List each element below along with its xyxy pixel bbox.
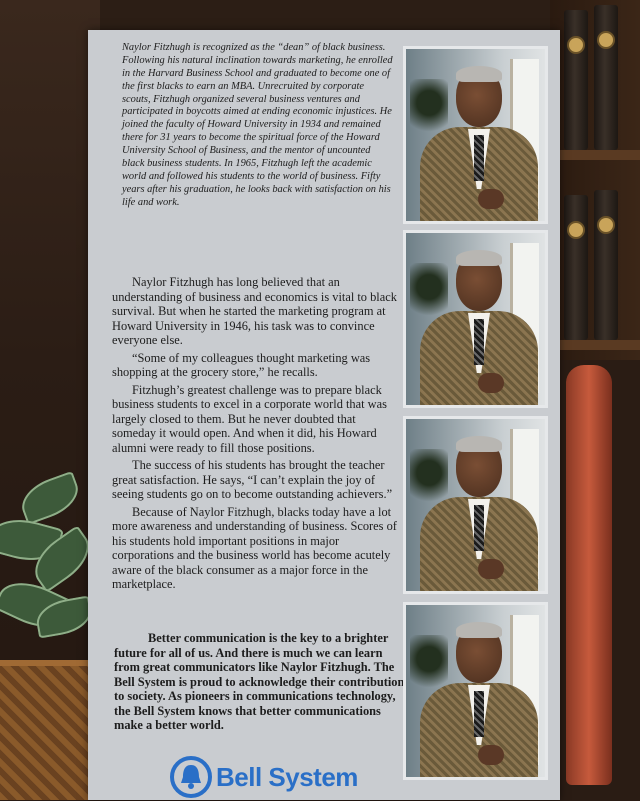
ad-panel <box>88 30 560 800</box>
logo-text: Bell System <box>216 761 358 792</box>
bookshelf <box>550 0 640 360</box>
paragraph: Fitzhugh’s greatest challenge was to prepare black business students to excel in a corporate world that was largely closed to them. But he never doubted that someday it would open. And when it did, his Howard alumni were ready to fill those positions. <box>112 382 387 455</box>
book <box>564 195 588 340</box>
book <box>594 5 618 150</box>
portrait-photo <box>403 230 548 408</box>
intro-text: Naylor Fitzhugh is recognized as the “dean” of black business. Following his natural inclination towards marketing, he enrolled in the Harvard Business School and graduated to become one of the first blacks to earn an MBA. Unrecruited by corporate scouts, Fitzhugh organized several business ventures and participated in boycotts aimed at ending economic injustices. He joined the faculty of Howard University in 1934 and remained there for 31 years to become the spiritual force of the Howard University School of Business, and the mentor of uncounted black business students. In 1965, Fitzhugh left the academic world and followed his students to the world of business. Fifty years after his graduation, he looks back with satisfaction on his life and work. <box>122 42 393 208</box>
red-chair <box>566 365 612 785</box>
paragraph: Because of Naylor Fitzhugh, blacks today have a lot more awareness and understanding of business. Scores of his students hold important positions in major corporations and the business world has become acutely aware of the black consumer as a major force in the marketplace. <box>112 504 397 591</box>
shelf-plank <box>550 340 640 350</box>
shelf-plank <box>550 150 640 160</box>
paragraph: The success of his students has brought the teacher great satisfaction. He says, “I can’t explain the joy of seeing students go on to become outstanding achievers.” <box>112 458 393 501</box>
bell-icon <box>170 756 212 798</box>
book <box>594 190 618 340</box>
body-text <box>112 275 402 592</box>
book <box>564 10 588 150</box>
wicker-basket <box>0 660 96 800</box>
portrait-photo <box>403 602 548 780</box>
portrait-photo <box>403 416 548 594</box>
paragraph: Naylor Fitzhugh has long believed that an understanding of business and economics is vital to black survival. But when he started the marketing program at Howard University in 1946, his task was to convince everyone else. <box>112 275 397 347</box>
paragraph: “Some of my colleagues thought marketing was shopping at the grocery store,” he recalls. <box>112 350 371 379</box>
portrait-photo <box>403 46 548 224</box>
houseplant <box>0 470 100 670</box>
closing-statement: Better communication is the key to a brighter future for all of us. And there is much we can learn from great communicators like Naylor Fitzhugh. The Bell System is proud to acknowledge their contribution to society. As pioneers in communications technology, the Bell System knows that better communications make a better world. <box>114 631 405 732</box>
